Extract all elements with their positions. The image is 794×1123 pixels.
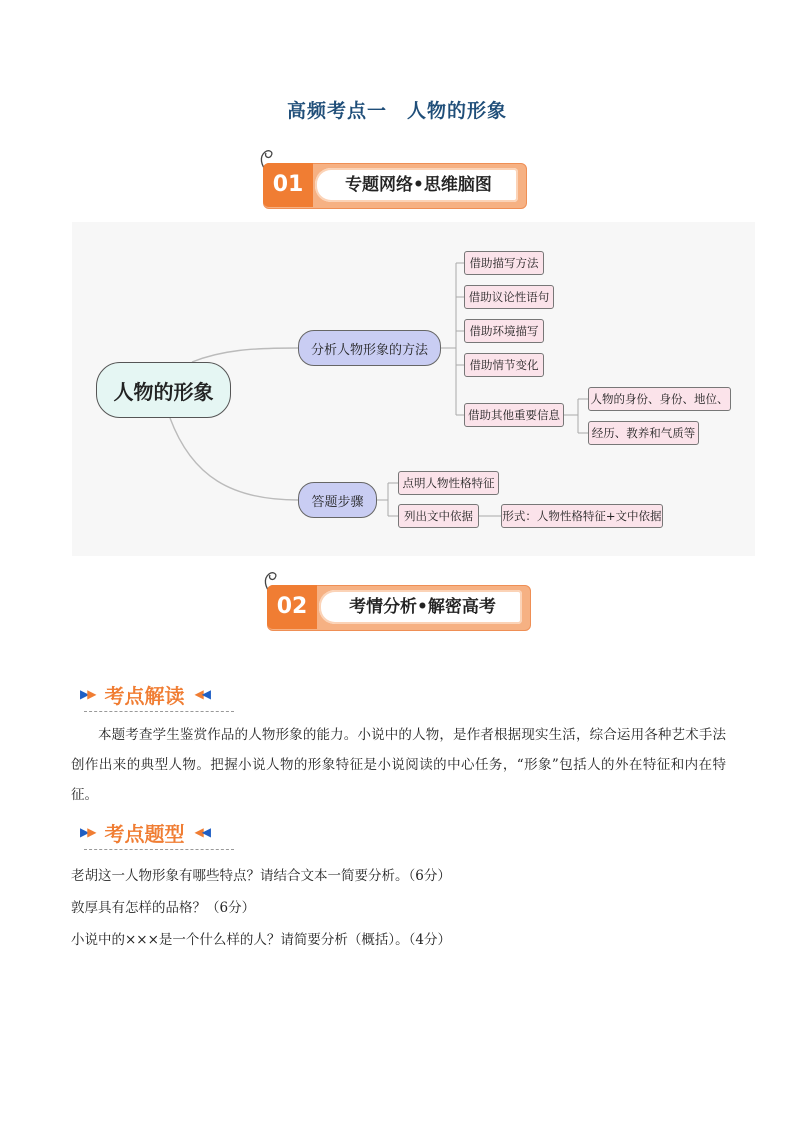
section-title: 考点题型 — [104, 821, 185, 846]
section-heading-types — [80, 815, 209, 849]
banner-label: 专题网络•思维脑图 — [345, 175, 492, 195]
mind-map — [72, 222, 755, 556]
section-heading-reading — [80, 677, 209, 711]
section-title: 考点解读 — [104, 683, 185, 708]
method-other: 借助其他重要信息 — [464, 403, 564, 427]
question-item: 老胡这一人物形象有哪些特点？请结合文本一简要分析。（6分） — [71, 868, 451, 884]
step-characteristics: 点明人物性格特征 — [398, 471, 499, 495]
double-arrow-left-icon: ◀◀ — [194, 825, 209, 839]
section-banner-02 — [267, 585, 531, 631]
banner-number: 01 — [263, 163, 313, 207]
other-identity: 人物的身份、身份、地位、 — [588, 387, 731, 411]
method-environment: 借助环境描写 — [464, 319, 544, 343]
reading-paragraph: 本题考查学生鉴赏作品的人物形象的能力。小说中的人物，是作者根据现实生活，综合运用各种艺术手法创作出来的典型人物。把握小说人物的形象特征是小说阅读的中心任务，“形象”包括人的外在特征和内在特征。 — [71, 727, 726, 803]
root-node: 人物的形象 — [96, 362, 231, 418]
page-title: 高频考点一 人物的形象 — [286, 100, 507, 122]
section-banner-01 — [263, 163, 527, 209]
method-argument: 借助议论性语句 — [464, 285, 554, 309]
method-describe: 借助描写方法 — [464, 251, 544, 275]
double-arrow-right-icon: ▶▶ — [80, 825, 95, 839]
step-evidence: 列出文中依据 — [398, 504, 479, 528]
question-item: 敦厚具有怎样的品格？（6分） — [71, 900, 256, 916]
question-item: 小说中的×××是一个什么样的人？请简要分析（概括）。（4分） — [71, 932, 452, 948]
step-form: 形式：人物性格特征+文中依据 — [501, 504, 663, 528]
double-arrow-right-icon: ▶▶ — [80, 687, 95, 701]
banner-label: 考情分析•解密高考 — [349, 597, 496, 617]
steps-node: 答题步骤 — [298, 482, 377, 518]
methods-node: 分析人物形象的方法 — [298, 330, 441, 366]
method-plot: 借助情节变化 — [464, 353, 544, 377]
other-experience: 经历、教养和气质等 — [588, 421, 699, 445]
banner-number: 02 — [267, 585, 317, 629]
double-arrow-left-icon: ◀◀ — [194, 687, 209, 701]
